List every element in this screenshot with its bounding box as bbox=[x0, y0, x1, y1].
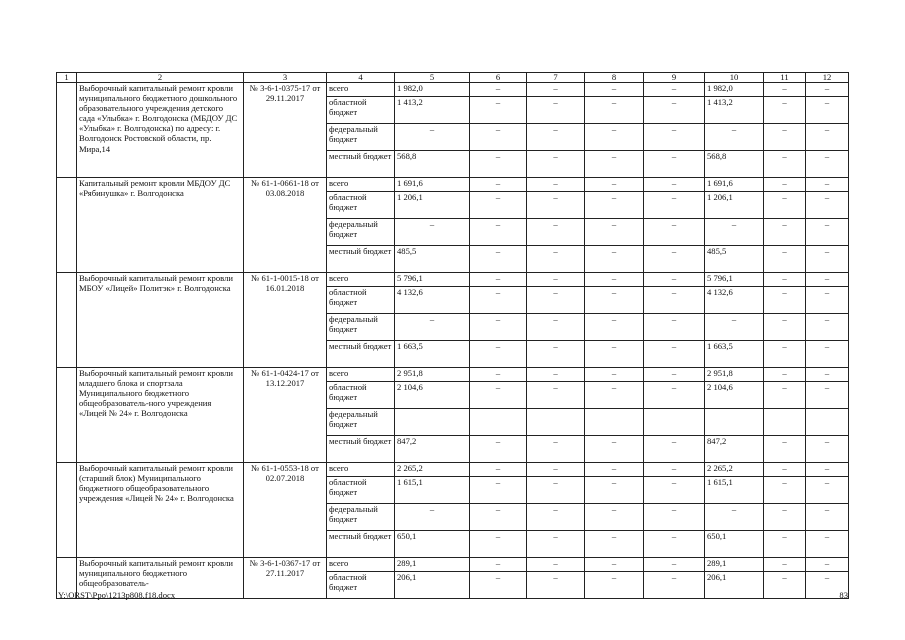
funding-source: областной бюджет bbox=[327, 97, 395, 124]
document-number: № 3-6-1-0375-17 от 29.11.2017 bbox=[244, 83, 327, 178]
amount-cell: 485,5 bbox=[705, 246, 764, 273]
amount-cell: – bbox=[764, 368, 806, 382]
amount-cell bbox=[585, 409, 644, 436]
funding-source: областной бюджет bbox=[327, 382, 395, 409]
amount-cell: – bbox=[644, 178, 705, 192]
column-number: 7 bbox=[527, 73, 585, 83]
amount-cell: – bbox=[527, 504, 585, 531]
amount-cell: – bbox=[806, 382, 849, 409]
amount-cell: – bbox=[470, 463, 527, 477]
amount-cell: – bbox=[470, 341, 527, 368]
amount-cell bbox=[705, 409, 764, 436]
amount-cell: – bbox=[764, 341, 806, 368]
amount-cell: – bbox=[585, 246, 644, 273]
funding-source: местный бюджет bbox=[327, 341, 395, 368]
amount-cell: 847,2 bbox=[705, 436, 764, 463]
amount-cell: – bbox=[585, 558, 644, 572]
amount-cell: – bbox=[470, 531, 527, 558]
column-number: 6 bbox=[470, 73, 527, 83]
amount-cell: – bbox=[644, 97, 705, 124]
document-page bbox=[56, 72, 848, 599]
amount-cell: – bbox=[764, 314, 806, 341]
amount-cell: – bbox=[470, 436, 527, 463]
object-name: Выборочный капитальный ремонт кровли муниципального бюджетного дошкольного образовательного учреждения детского сада «Улыбка» г. Волгодонска (МБДОУ ДС «Улыбка» г. Волгодонска) по адресу: г. Волгодонск Ростовской области, пр. Мира,14 bbox=[77, 83, 244, 178]
amount-cell: – bbox=[764, 97, 806, 124]
amount-cell: – bbox=[527, 219, 585, 246]
amount-cell: 1 206,1 bbox=[395, 192, 470, 219]
amount-cell: – bbox=[470, 124, 527, 151]
amount-cell: 1 413,2 bbox=[395, 97, 470, 124]
amount-cell: – bbox=[470, 219, 527, 246]
amount-cell: – bbox=[527, 273, 585, 287]
amount-cell: – bbox=[806, 572, 849, 599]
amount-cell: – bbox=[705, 219, 764, 246]
amount-cell: – bbox=[644, 124, 705, 151]
document-number: № 3-6-1-0367-17 от 27.11.2017 bbox=[244, 558, 327, 599]
amount-cell: – bbox=[806, 151, 849, 178]
funding-source: всего bbox=[327, 178, 395, 192]
row-index-cell bbox=[57, 178, 77, 273]
amount-cell: – bbox=[470, 192, 527, 219]
column-number-row bbox=[57, 73, 849, 83]
row-index-cell bbox=[57, 273, 77, 368]
funding-source: всего bbox=[327, 368, 395, 382]
amount-cell: – bbox=[527, 572, 585, 599]
row-index-cell bbox=[57, 368, 77, 463]
amount-cell: 206,1 bbox=[705, 572, 764, 599]
amount-cell: – bbox=[644, 572, 705, 599]
amount-cell: – bbox=[585, 477, 644, 504]
amount-cell: – bbox=[705, 124, 764, 151]
amount-cell: 2 265,2 bbox=[705, 463, 764, 477]
amount-cell: 1 615,1 bbox=[395, 477, 470, 504]
amount-cell: – bbox=[764, 382, 806, 409]
amount-cell: – bbox=[470, 314, 527, 341]
amount-cell: – bbox=[585, 97, 644, 124]
amount-cell bbox=[806, 409, 849, 436]
funding-source: областной бюджет bbox=[327, 477, 395, 504]
amount-cell: – bbox=[470, 287, 527, 314]
object-name: Выборочный капитальный ремонт кровли МБОУ «Лицей» Политэк» г. Волгодонска bbox=[77, 273, 244, 368]
amount-cell: 2 951,8 bbox=[395, 368, 470, 382]
amount-cell: – bbox=[764, 504, 806, 531]
amount-cell: – bbox=[806, 287, 849, 314]
amount-cell: – bbox=[806, 314, 849, 341]
document-number: № 61-1-0661-18 от 03.08.2018 bbox=[244, 178, 327, 273]
amount-cell: 2 951,8 bbox=[705, 368, 764, 382]
funding-source: федеральный бюджет bbox=[327, 504, 395, 531]
amount-cell: – bbox=[644, 219, 705, 246]
amount-cell: – bbox=[585, 273, 644, 287]
amount-cell: – bbox=[527, 531, 585, 558]
amount-cell: – bbox=[527, 246, 585, 273]
amount-cell: – bbox=[644, 83, 705, 97]
amount-cell: 5 796,1 bbox=[395, 273, 470, 287]
amount-cell: – bbox=[806, 219, 849, 246]
amount-cell: – bbox=[395, 504, 470, 531]
amount-cell: 650,1 bbox=[705, 531, 764, 558]
funding-source: областной бюджет bbox=[327, 192, 395, 219]
funding-source: всего bbox=[327, 83, 395, 97]
page-number: 83 bbox=[839, 590, 848, 600]
funding-source: областной бюджет bbox=[327, 572, 395, 599]
object-name: Выборочный капитальный ремонт кровли (старший блок) Муниципального бюджетного общеобразовательного учреждения «Лицей № 24» г. Волгодонска bbox=[77, 463, 244, 558]
amount-cell: – bbox=[806, 341, 849, 368]
amount-cell: – bbox=[585, 341, 644, 368]
amount-cell: 847,2 bbox=[395, 436, 470, 463]
funding-source: федеральный бюджет bbox=[327, 219, 395, 246]
amount-cell: 4 132,6 bbox=[395, 287, 470, 314]
amount-cell: – bbox=[764, 83, 806, 97]
funding-table bbox=[56, 72, 849, 599]
amount-cell: – bbox=[527, 97, 585, 124]
amount-cell bbox=[470, 409, 527, 436]
amount-cell: – bbox=[764, 273, 806, 287]
amount-cell: – bbox=[806, 178, 849, 192]
amount-cell: 4 132,6 bbox=[705, 287, 764, 314]
amount-cell: – bbox=[764, 124, 806, 151]
amount-cell: – bbox=[644, 436, 705, 463]
amount-cell: – bbox=[764, 572, 806, 599]
table-row bbox=[57, 273, 849, 287]
amount-cell: – bbox=[806, 83, 849, 97]
column-number: 8 bbox=[585, 73, 644, 83]
amount-cell: – bbox=[764, 219, 806, 246]
amount-cell: – bbox=[764, 531, 806, 558]
amount-cell bbox=[644, 409, 705, 436]
amount-cell: 2 104,6 bbox=[705, 382, 764, 409]
funding-source: местный бюджет bbox=[327, 151, 395, 178]
amount-cell: – bbox=[644, 477, 705, 504]
amount-cell: – bbox=[644, 558, 705, 572]
amount-cell: – bbox=[764, 477, 806, 504]
amount-cell: – bbox=[764, 151, 806, 178]
amount-cell: – bbox=[806, 477, 849, 504]
amount-cell: 1 663,5 bbox=[395, 341, 470, 368]
amount-cell: – bbox=[395, 219, 470, 246]
amount-cell: – bbox=[585, 368, 644, 382]
document-number: № 61-1-0424-17 от 13.12.2017 bbox=[244, 368, 327, 463]
amount-cell: – bbox=[527, 558, 585, 572]
amount-cell: – bbox=[527, 151, 585, 178]
table-row bbox=[57, 463, 849, 477]
amount-cell: 1 691,6 bbox=[395, 178, 470, 192]
amount-cell: – bbox=[644, 151, 705, 178]
amount-cell: – bbox=[470, 273, 527, 287]
file-path: Y:\ORST\Ppo\1213p808.f18.docx bbox=[58, 590, 176, 600]
amount-cell: – bbox=[806, 192, 849, 219]
amount-cell: – bbox=[470, 382, 527, 409]
amount-cell: – bbox=[527, 124, 585, 151]
funding-source: всего bbox=[327, 558, 395, 572]
amount-cell: – bbox=[470, 477, 527, 504]
amount-cell: 206,1 bbox=[395, 572, 470, 599]
amount-cell: – bbox=[806, 558, 849, 572]
amount-cell: 289,1 bbox=[395, 558, 470, 572]
amount-cell: – bbox=[527, 477, 585, 504]
amount-cell: 1 691,6 bbox=[705, 178, 764, 192]
amount-cell: – bbox=[705, 504, 764, 531]
amount-cell: – bbox=[644, 314, 705, 341]
amount-cell: 2 265,2 bbox=[395, 463, 470, 477]
amount-cell: – bbox=[470, 572, 527, 599]
amount-cell: – bbox=[806, 246, 849, 273]
amount-cell: – bbox=[585, 314, 644, 341]
amount-cell: – bbox=[527, 382, 585, 409]
amount-cell: – bbox=[764, 463, 806, 477]
amount-cell: – bbox=[806, 504, 849, 531]
amount-cell: – bbox=[527, 463, 585, 477]
column-number: 1 bbox=[57, 73, 77, 83]
amount-cell: – bbox=[644, 368, 705, 382]
amount-cell: – bbox=[644, 192, 705, 219]
amount-cell: – bbox=[470, 83, 527, 97]
object-name: Капитальный ремонт кровли МБДОУ ДС «Рябинушка» г. Волгодонска bbox=[77, 178, 244, 273]
amount-cell bbox=[764, 409, 806, 436]
amount-cell: 1 615,1 bbox=[705, 477, 764, 504]
amount-cell: 5 796,1 bbox=[705, 273, 764, 287]
amount-cell: – bbox=[806, 368, 849, 382]
amount-cell: 1 413,2 bbox=[705, 97, 764, 124]
table-row bbox=[57, 558, 849, 572]
column-number: 5 bbox=[395, 73, 470, 83]
row-index-cell bbox=[57, 463, 77, 558]
column-number: 11 bbox=[764, 73, 806, 83]
funding-source: всего bbox=[327, 273, 395, 287]
amount-cell: – bbox=[644, 531, 705, 558]
amount-cell: – bbox=[585, 83, 644, 97]
amount-cell: – bbox=[527, 341, 585, 368]
amount-cell: – bbox=[585, 219, 644, 246]
amount-cell: – bbox=[527, 83, 585, 97]
amount-cell: – bbox=[527, 436, 585, 463]
amount-cell: – bbox=[705, 314, 764, 341]
funding-source: федеральный бюджет bbox=[327, 409, 395, 436]
amount-cell: – bbox=[527, 287, 585, 314]
object-name: Выборочный капитальный ремонт кровли муниципального бюджетного общеобразователь- bbox=[77, 558, 244, 599]
amount-cell: – bbox=[806, 463, 849, 477]
amount-cell: – bbox=[644, 246, 705, 273]
column-number: 10 bbox=[705, 73, 764, 83]
amount-cell: – bbox=[585, 124, 644, 151]
amount-cell: – bbox=[764, 558, 806, 572]
amount-cell: – bbox=[585, 531, 644, 558]
amount-cell: – bbox=[764, 192, 806, 219]
table-row bbox=[57, 178, 849, 192]
column-number: 12 bbox=[806, 73, 849, 83]
table-row bbox=[57, 368, 849, 382]
amount-cell: – bbox=[527, 192, 585, 219]
amount-cell: – bbox=[470, 558, 527, 572]
column-number: 2 bbox=[77, 73, 244, 83]
amount-cell: – bbox=[585, 192, 644, 219]
amount-cell: – bbox=[585, 436, 644, 463]
funding-source: федеральный бюджет bbox=[327, 314, 395, 341]
amount-cell: 485,5 bbox=[395, 246, 470, 273]
amount-cell: 1 982,0 bbox=[705, 83, 764, 97]
amount-cell: – bbox=[585, 151, 644, 178]
funding-source: местный бюджет bbox=[327, 531, 395, 558]
amount-cell: – bbox=[470, 178, 527, 192]
amount-cell: – bbox=[470, 246, 527, 273]
amount-cell: – bbox=[527, 178, 585, 192]
amount-cell: – bbox=[527, 314, 585, 341]
column-number: 3 bbox=[244, 73, 327, 83]
amount-cell: – bbox=[644, 504, 705, 531]
object-name: Выборочный капитальный ремонт кровли младшего блока и спортзала Муниципального бюджетного общеобразователь-ного учреждения «Лицей № 24» г. Волгодонска bbox=[77, 368, 244, 463]
amount-cell: 650,1 bbox=[395, 531, 470, 558]
amount-cell: – bbox=[470, 151, 527, 178]
funding-source: областной бюджет bbox=[327, 287, 395, 314]
amount-cell: 568,8 bbox=[705, 151, 764, 178]
document-number: № 61-1-0015-18 от 16.01.2018 bbox=[244, 273, 327, 368]
amount-cell: – bbox=[644, 287, 705, 314]
funding-source: местный бюджет bbox=[327, 436, 395, 463]
amount-cell: – bbox=[470, 504, 527, 531]
document-number: № 61-1-0553-18 от 02.07.2018 bbox=[244, 463, 327, 558]
amount-cell bbox=[527, 409, 585, 436]
amount-cell: – bbox=[764, 178, 806, 192]
amount-cell: – bbox=[395, 314, 470, 341]
amount-cell: – bbox=[585, 504, 644, 531]
amount-cell: 568,8 bbox=[395, 151, 470, 178]
row-index-cell bbox=[57, 83, 77, 178]
amount-cell: 1 206,1 bbox=[705, 192, 764, 219]
column-number: 4 bbox=[327, 73, 395, 83]
amount-cell: 1 982,0 bbox=[395, 83, 470, 97]
amount-cell: – bbox=[806, 97, 849, 124]
amount-cell: – bbox=[806, 436, 849, 463]
table-row bbox=[57, 83, 849, 97]
amount-cell: – bbox=[644, 382, 705, 409]
amount-cell: – bbox=[806, 273, 849, 287]
amount-cell: – bbox=[527, 368, 585, 382]
amount-cell: – bbox=[585, 572, 644, 599]
amount-cell: – bbox=[764, 246, 806, 273]
funding-source: федеральный бюджет bbox=[327, 124, 395, 151]
amount-cell: – bbox=[585, 463, 644, 477]
amount-cell: – bbox=[764, 436, 806, 463]
amount-cell: – bbox=[585, 382, 644, 409]
amount-cell: 289,1 bbox=[705, 558, 764, 572]
amount-cell: – bbox=[395, 124, 470, 151]
amount-cell: – bbox=[644, 341, 705, 368]
amount-cell: – bbox=[644, 463, 705, 477]
amount-cell: 2 104,6 bbox=[395, 382, 470, 409]
funding-source: местный бюджет bbox=[327, 246, 395, 273]
amount-cell: – bbox=[644, 273, 705, 287]
amount-cell: – bbox=[585, 287, 644, 314]
column-number: 9 bbox=[644, 73, 705, 83]
amount-cell: 1 663,5 bbox=[705, 341, 764, 368]
amount-cell: – bbox=[764, 287, 806, 314]
amount-cell: – bbox=[470, 368, 527, 382]
amount-cell: – bbox=[470, 97, 527, 124]
amount-cell: – bbox=[806, 531, 849, 558]
amount-cell: – bbox=[806, 124, 849, 151]
funding-source: всего bbox=[327, 463, 395, 477]
amount-cell: – bbox=[585, 178, 644, 192]
amount-cell bbox=[395, 409, 470, 436]
